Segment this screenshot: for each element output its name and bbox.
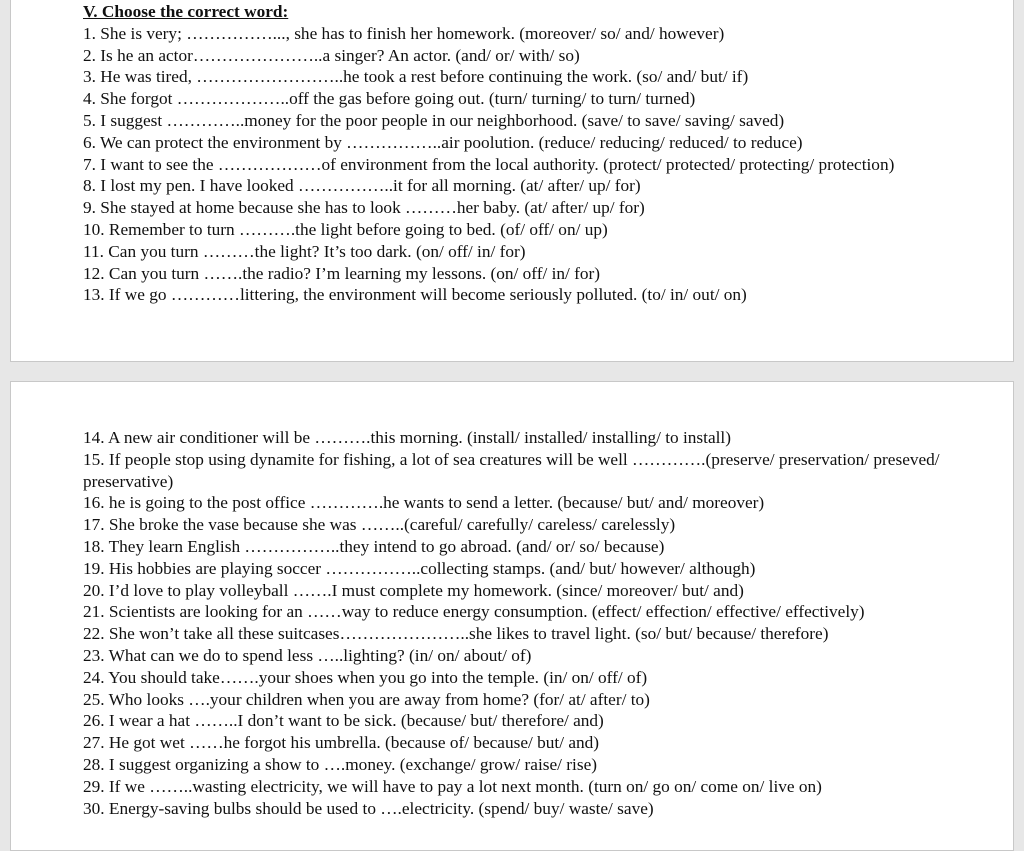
question-23: 23. What can we do to spend less …..lighting? (in/ on/ about/ of) [83,645,532,665]
question-19: 19. His hobbies are playing soccer ……………..collecting stamps. (and/ but/ however/ although) [83,558,756,578]
question-2: 2. Is he an actor…………………..a singer? An actor. (and/ or/ with/ so) [83,45,580,65]
question-1: 1. She is very; ……………..., she has to finish her homework. (moreover/ so/ and/ however) [83,23,725,43]
question-15: 15. If people stop using dynamite for fishing, a lot of sea creatures will be well ………….(preserve/ preservation/ preseved/ preservative) [83,449,944,491]
question-24: 24. You should take…….your shoes when you go into the temple. (in/ on/ off/ of) [83,667,648,687]
question-3: 3. He was tired, ……………………..he took a rest before continuing the work. (so/ and/ but/ if) [83,67,749,87]
question-13: 13. If we go …………littering, the environment will become seriously polluted. (to/ in/ out/ on) [83,285,747,305]
page-1-content [83,1,1005,306]
question-14: 14. A new air conditioner will be ……….this morning. (install/ installed/ installing/ to install) [83,428,731,447]
question-17: 17. She broke the vase because she was ……..(careful/ carefully/ careless/ carelessly) [83,515,676,535]
question-25: 25. Who looks ….your children when you are away from home? (for/ at/ after/ to) [83,689,650,709]
question-7: 7. I want to see the ………………of environment from the local authority. (protect/ protected/ protecting/ protection) [83,154,895,174]
question-26: 26. I wear a hat ……..I don’t want to be sick. (because/ but/ therefore/ and) [83,711,604,731]
question-6: 6. We can protect the environment by ……………..air poolution. (reduce/ reducing/ reduced/ to reduce) [83,132,803,152]
question-9: 9. She stayed at home because she has to look ………her baby. (at/ after/ up/ for) [83,198,645,218]
page-2-content [83,427,1005,819]
question-18: 18. They learn English ……………..they intend to go abroad. (and/ or/ so/ because) [83,536,665,556]
document-page-1 [10,0,1014,362]
question-30: 30. Energy-saving bulbs should be used to ….electricity. (spend/ buy/ waste/ save) [83,798,654,818]
question-28: 28. I suggest organizing a show to ….money. (exchange/ grow/ raise/ rise) [83,754,597,774]
question-4: 4. She forgot ………………..off the gas before going out. (turn/ turning/ to turn/ turned) [83,89,696,109]
question-20: 20. I’d love to play volleyball …….I must complete my homework. (since/ moreover/ but/ and) [83,580,744,600]
question-29: 29. If we ……..wasting electricity, we will have to pay a lot next month. (turn on/ go on/ come on/ live on) [83,776,822,796]
question-10: 10. Remember to turn ……….the light before going to bed. (of/ off/ on/ up) [83,219,608,239]
question-12: 12. Can you turn …….the radio? I’m learning my lessons. (on/ off/ in/ for) [83,263,601,283]
document-page-2 [10,381,1014,851]
question-11: 11. Can you turn ………the light? It’s too dark. (on/ off/ in/ for) [83,241,526,261]
section-heading: V. Choose the correct word: [83,2,289,21]
question-27: 27. He got wet ……he forgot his umbrella. (because of/ because/ but/ and) [83,733,600,753]
question-21: 21. Scientists are looking for an ……way to reduce energy consumption. (effect/ effection/ effective/ effectively) [83,602,865,622]
question-5: 5. I suggest …………..money for the poor people in our neighborhood. (save/ to save/ saving/ saved) [83,110,785,130]
question-22: 22. She won’t take all these suitcases…………………..she likes to travel light. (so/ but/ because/ therefore) [83,624,829,644]
question-8: 8. I lost my pen. I have looked ……………..it for all morning. (at/ after/ up/ for) [83,176,641,196]
question-16: 16. he is going to the post office ………….he wants to send a letter. (because/ but/ and/ moreover) [83,493,765,513]
